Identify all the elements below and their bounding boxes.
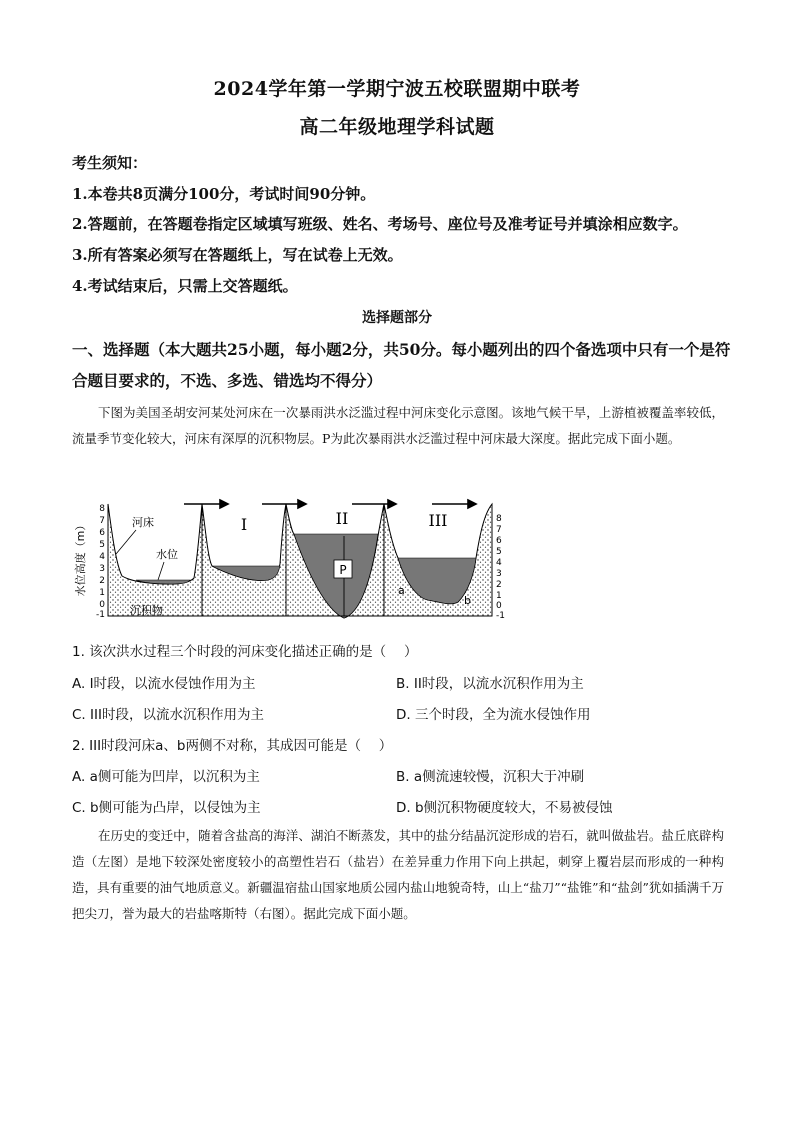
question-2-option-c[interactable]: C. b侧可能为凸岸，以侵蚀为主 [72,800,261,816]
question-2-option-b[interactable]: B. a侧流速较慢，沉积大于冲刷 [396,769,585,785]
tick-label: 7 [496,525,502,535]
question-1-option-b[interactable]: B. II时段，以流水沉积作用为主 [396,676,584,692]
tick-label: 2 [99,576,105,586]
tick-label: 1 [99,588,105,598]
label-sediment: 沉积物 [130,604,163,617]
notice-heading: 考生须知： [72,154,148,172]
tick-label: 1 [496,591,502,601]
question-2-option-d[interactable]: D. b侧沉积物硬度较大，不易被侵蚀 [396,800,613,816]
tick-label: 8 [496,514,502,524]
label-riverbed: 河床 [132,516,154,529]
page-subtitle: 高二年级地理学科试题 [299,116,495,138]
label-p: P [339,563,347,577]
label-stage-2: II [335,509,349,528]
tick-label: 8 [99,504,105,514]
question-1-stem: 1. 该次洪水过程三个时段的河床变化描述正确的是（ ） [72,644,418,660]
label-b: b [464,594,471,607]
section-title: 选择题部分 [362,310,432,326]
notice-item: 2.答题前，在答题卷指定区域填写班级、姓名、考场号、座位号及准考证号并填涂相应数字。 [72,215,688,233]
tick-label: 6 [99,528,105,538]
flow-arrow-head [220,500,228,508]
label-a: a [398,584,405,597]
label-stage-3: III [428,511,448,530]
tick-label: -1 [496,611,505,621]
pointer-water-level [158,562,164,580]
tick-label: 0 [99,600,105,610]
tick-label: 4 [99,552,105,562]
flow-arrows [184,500,476,508]
pointer-riverbed [116,530,136,554]
question-2-option-a[interactable]: A. a侧可能为凹岸，以沉积为主 [72,769,260,785]
tick-label: 5 [496,547,502,557]
tick-label: 5 [99,540,105,550]
flow-arrow-head [468,500,476,508]
tick-label: 3 [99,564,105,574]
sediment-panel-0 [108,504,202,616]
tick-label: 7 [99,516,105,526]
riverbed-diagram [72,494,520,628]
passage-2: 在历史的变迁中，随着含盐高的海洋、湖泊不断蒸发，其中的盐分结晶沉淀形成的岩石，就叫做盐岩。盐丘底辟构造（左图）是地下较深处密度较小的高塑性岩石（盐岩）在差异重力作用下向上拱起，刺穿上覆岩层而形成的一种构造，具有重要的油气地质意义。新疆温宿盐山国家地质公园内盐山地貌奇特，山上“盐刀”“盐锥”和“盐剑”犹如插满千万把尖刀，誉为最大的岩盐喀斯特（右图）。据此完成下面小题。 [72,828,724,921]
label-water-level: 水位 [156,548,178,561]
left-ticks [96,504,105,620]
flow-arrow-head [388,500,396,508]
notice-item: 3.所有答案必须写在答题纸上，写在试卷上无效。 [72,246,403,264]
flow-arrow-head [298,500,306,508]
question-1-option-a[interactable]: A. I时段，以流水侵蚀作用为主 [72,676,256,692]
question-1-option-c[interactable]: C. III时段，以流水沉积作用为主 [72,707,264,723]
notice-item: 4.考试结束后，只需上交答题纸。 [72,277,298,295]
tick-label: 4 [496,558,502,568]
section-heading: 一、选择题（本大题共25小题，每小题2分，共50分。每小题列出的四个备选项中只有一个是符合题目要求的，不选、多选、错选均不得分） [72,340,731,390]
question-2-stem: 2. III时段河床a、b两侧不对称，其成因可能是（ ） [72,738,393,754]
tick-label: 2 [496,580,502,590]
tick-label: -1 [96,610,105,620]
y-axis-label: 水位高度（m） [74,519,87,597]
label-stage-1: I [240,515,248,534]
passage-1: 下图为美国圣胡安河某处河床在一次暴雨洪水泛滥过程中河床变化示意图。该地气候干旱，上游植被覆盖率较低，流量季节变化较大，河床有深厚的沉积物层。P为此次暴雨洪水泛滥过程中河床最大深度。据此完成下面小题。 [72,405,724,446]
tick-label: 3 [496,569,502,579]
tick-label: 6 [496,536,502,546]
right-ticks [496,514,505,621]
page-title: 2024学年第一学期宁波五校联盟期中联考 [213,78,581,100]
tick-label: 0 [496,601,502,611]
notice-item: 1.本卷共8页满分100分，考试时间90分钟。 [72,185,376,203]
question-1-option-d[interactable]: D. 三个时段，全为流水侵蚀作用 [396,707,591,723]
